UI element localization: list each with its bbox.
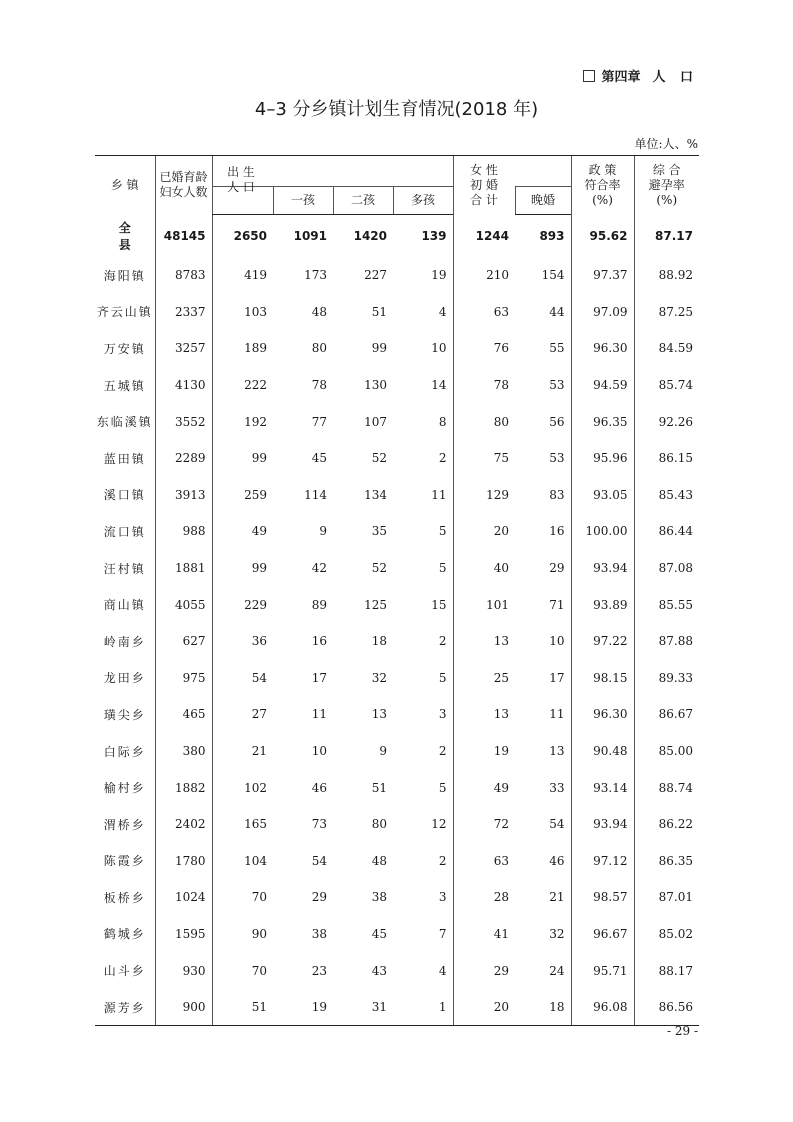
township-name: 板桥乡 xyxy=(103,890,146,905)
table-row xyxy=(95,257,699,294)
table-cell: 5 xyxy=(438,524,447,539)
table-cell: 86.44 xyxy=(634,513,699,550)
table-cell: 227 xyxy=(364,268,387,283)
table-cell: 107 xyxy=(364,414,387,429)
table-cell: 70 xyxy=(212,879,273,916)
table-cell: 55 xyxy=(549,341,565,356)
table-cell: 4 xyxy=(438,963,447,978)
table-cell: 1 xyxy=(393,989,453,1026)
table-cell: 1882 xyxy=(155,769,212,806)
table-cell: 85.74 xyxy=(634,367,699,404)
table-cell: 2289 xyxy=(155,440,212,477)
chapter-header xyxy=(583,66,698,85)
table-cell: 31 xyxy=(333,989,393,1026)
table-row xyxy=(95,623,699,660)
table-cell: 41 xyxy=(453,916,515,953)
table-cell: 54 xyxy=(212,660,273,697)
township-name: 源芳乡 xyxy=(95,989,155,1026)
table-cell: 16 xyxy=(549,524,565,539)
table-cell: 4055 xyxy=(155,586,212,623)
table-cell: 102 xyxy=(212,769,273,806)
township-name: 万安镇 xyxy=(103,341,146,356)
table-row xyxy=(95,403,699,440)
table-cell: 13 xyxy=(549,744,565,759)
table-cell: 13 xyxy=(371,707,387,722)
table-cell: 2337 xyxy=(155,294,212,331)
family-planning-table xyxy=(95,155,699,1026)
table-cell: 51 xyxy=(212,989,273,1026)
table-cell: 930 xyxy=(155,952,212,989)
township-name: 海阳镇 xyxy=(103,268,146,283)
table-cell: 29 xyxy=(453,952,515,989)
table-cell: 96.67 xyxy=(571,916,634,953)
table-cell: 95.71 xyxy=(571,952,634,989)
table-row xyxy=(95,660,699,697)
table-cell: 380 xyxy=(155,733,212,770)
table-cell: 11 xyxy=(431,487,447,502)
table-cell: 13 xyxy=(453,623,515,660)
township-name: 陈霞乡 xyxy=(103,854,146,869)
header-female-first-marriage: 女 性 初 婚 合 计 xyxy=(453,156,515,215)
page-number: - 29 - xyxy=(666,1024,698,1038)
table-cell: 93.89 xyxy=(571,586,634,623)
table-cell: 85.43 xyxy=(634,477,699,514)
table-row xyxy=(95,769,699,806)
table-row xyxy=(95,440,699,477)
table-cell: 33 xyxy=(549,780,565,795)
table-cell: 76 xyxy=(453,330,515,367)
table-cell: 10 xyxy=(549,634,565,649)
table-cell: 85.55 xyxy=(634,586,699,623)
table-cell: 44 xyxy=(549,304,565,319)
township-name: 岭南乡 xyxy=(103,634,146,649)
table-cell: 19 xyxy=(273,989,333,1026)
township-name: 溪口镇 xyxy=(103,488,146,503)
table-row xyxy=(95,952,699,989)
table-cell: 45 xyxy=(311,451,327,466)
table-cell: 43 xyxy=(371,963,387,978)
table-cell: 87.25 xyxy=(634,294,699,331)
table-cell: 9 xyxy=(319,524,327,539)
header-first-child: 一孩 xyxy=(273,187,333,215)
table-cell: 3257 xyxy=(155,330,212,367)
table-cell: 134 xyxy=(364,487,387,502)
table-cell: 49 xyxy=(453,769,515,806)
table-row xyxy=(95,550,699,587)
table-cell: 21 xyxy=(212,733,273,770)
table-cell: 71 xyxy=(549,597,565,612)
table-cell: 129 xyxy=(453,477,515,514)
header-late-marriage: 晚婚 xyxy=(515,187,571,215)
table-cell: 93.94 xyxy=(571,806,634,843)
table-cell: 89.33 xyxy=(634,660,699,697)
table-cell: 99 xyxy=(212,550,273,587)
table-cell: 85.02 xyxy=(634,916,699,953)
unit-label: 单位:人、% xyxy=(634,137,698,151)
table-cell: 5 xyxy=(438,670,447,685)
table-cell: 78 xyxy=(453,367,515,404)
table-cell: 12 xyxy=(431,817,447,832)
table-cell: 192 xyxy=(212,403,273,440)
table-row xyxy=(95,879,699,916)
table-cell: 1091 xyxy=(293,229,327,243)
table-cell: 2 xyxy=(438,634,447,649)
table-cell: 18 xyxy=(515,989,571,1026)
table-cell: 52 xyxy=(371,451,387,466)
table-cell: 95.62 xyxy=(571,215,634,258)
table-cell: 19 xyxy=(453,733,515,770)
table-cell: 15 xyxy=(431,597,447,612)
table-cell: 95.96 xyxy=(571,440,634,477)
table-cell: 900 xyxy=(155,989,212,1026)
header-policy-rate: 政 策 符合率 (%) xyxy=(571,156,634,215)
table-row xyxy=(95,989,699,1026)
table-cell: 86.15 xyxy=(634,440,699,477)
table-cell: 97.22 xyxy=(571,623,634,660)
table-cell: 2 xyxy=(438,451,447,466)
table-cell: 36 xyxy=(212,623,273,660)
table-cell: 99 xyxy=(212,440,273,477)
township-name: 山斗乡 xyxy=(103,964,146,979)
table-cell: 2650 xyxy=(212,215,273,258)
table-cell: 8783 xyxy=(155,257,212,294)
township-name: 鹤城乡 xyxy=(103,927,146,942)
table-cell: 96.30 xyxy=(571,696,634,733)
table-cell: 28 xyxy=(453,879,515,916)
table-cell: 165 xyxy=(212,806,273,843)
township-name: 蓝田镇 xyxy=(103,451,146,466)
table-cell: 88.17 xyxy=(634,952,699,989)
table-cell: 23 xyxy=(311,963,327,978)
total-row xyxy=(95,215,699,258)
table-row xyxy=(95,806,699,843)
table-cell: 173 xyxy=(304,268,327,283)
table-cell: 88.74 xyxy=(634,769,699,806)
table-cell: 8 xyxy=(438,414,447,429)
table-cell: 1881 xyxy=(155,550,212,587)
table-row xyxy=(95,843,699,880)
table-cell: 46 xyxy=(549,853,565,868)
table-cell: 40 xyxy=(453,550,515,587)
table-cell: 85.00 xyxy=(634,733,699,770)
table-cell: 20 xyxy=(453,989,515,1026)
table-row xyxy=(95,696,699,733)
table-cell: 32 xyxy=(549,926,565,941)
table-cell: 80 xyxy=(371,817,387,832)
table-cell: 98.57 xyxy=(571,879,634,916)
table-cell: 51 xyxy=(371,780,387,795)
table-cell: 18 xyxy=(371,634,387,649)
table-cell: 99 xyxy=(371,341,387,356)
township-name: 璜尖乡 xyxy=(103,707,146,722)
table-cell: 87.17 xyxy=(634,215,699,258)
table-cell: 2 xyxy=(438,853,447,868)
table-cell: 1595 xyxy=(155,916,212,953)
table-cell: 10 xyxy=(431,341,447,356)
table-cell: 11 xyxy=(311,707,327,722)
table-cell: 13 xyxy=(453,696,515,733)
table-cell: 86.22 xyxy=(634,806,699,843)
table-cell: 93.05 xyxy=(571,477,634,514)
table-cell: 92.26 xyxy=(634,403,699,440)
table-cell: 3 xyxy=(438,707,447,722)
table-cell: 4 xyxy=(438,304,447,319)
table-cell: 101 xyxy=(453,586,515,623)
table-cell: 210 xyxy=(453,257,515,294)
table-row xyxy=(95,733,699,770)
page-title: 4–3 分乡镇计划生育情况(2018 年) xyxy=(254,99,539,120)
table-cell: 80 xyxy=(453,403,515,440)
table-cell: 114 xyxy=(304,487,327,502)
table-cell: 90 xyxy=(212,916,273,953)
table-cell: 17 xyxy=(311,670,327,685)
table-row xyxy=(95,513,699,550)
table-cell: 7 xyxy=(438,926,447,941)
table-cell: 86.56 xyxy=(634,989,699,1026)
table-cell: 893 xyxy=(539,229,565,243)
table-cell: 42 xyxy=(311,561,327,576)
table-cell: 51 xyxy=(371,304,387,319)
table-cell: 14 xyxy=(431,378,447,393)
township-name: 东临溪镇 xyxy=(96,415,153,430)
table-cell: 35 xyxy=(371,524,387,539)
table-cell: 86.67 xyxy=(634,696,699,733)
table-cell: 96.08 xyxy=(571,989,634,1026)
table-cell: 53 xyxy=(549,451,565,466)
table-cell: 100.00 xyxy=(571,513,634,550)
table-cell: 988 xyxy=(155,513,212,550)
table-cell: 46 xyxy=(311,780,327,795)
township-name: 流口镇 xyxy=(103,524,146,539)
table-cell: 3913 xyxy=(155,477,212,514)
table-cell: 627 xyxy=(155,623,212,660)
table-row xyxy=(95,294,699,331)
township-name: 白际乡 xyxy=(103,744,146,759)
header-second-child: 二孩 xyxy=(333,187,393,215)
table-cell: 229 xyxy=(212,586,273,623)
table-row xyxy=(95,367,699,404)
table-cell: 25 xyxy=(453,660,515,697)
table-cell: 73 xyxy=(311,817,327,832)
header-multi-child: 多孩 xyxy=(393,187,453,215)
table-cell: 103 xyxy=(212,294,273,331)
table-cell: 3552 xyxy=(155,403,212,440)
table-cell: 17 xyxy=(549,670,565,685)
table-cell: 45 xyxy=(371,926,387,941)
table-cell: 75 xyxy=(453,440,515,477)
table-cell: 78 xyxy=(311,378,327,393)
table-cell: 154 xyxy=(541,268,565,283)
township-name: 汪村镇 xyxy=(103,561,146,576)
table-cell: 80 xyxy=(311,341,327,356)
table-cell: 5 xyxy=(438,561,447,576)
table-cell: 77 xyxy=(311,414,327,429)
table-cell: 1780 xyxy=(155,843,212,880)
township-name: 龙田乡 xyxy=(103,671,146,686)
table-cell: 29 xyxy=(549,561,565,576)
table-cell: 53 xyxy=(549,378,565,393)
table-cell: 3 xyxy=(438,890,447,905)
table-cell: 125 xyxy=(364,597,387,612)
chapter-title: 人 口 xyxy=(652,70,698,85)
table-cell: 89 xyxy=(311,597,327,612)
table-cell: 975 xyxy=(155,660,212,697)
table-cell: 104 xyxy=(212,843,273,880)
table-cell: 24 xyxy=(549,963,565,978)
table-cell: 84.59 xyxy=(634,330,699,367)
table-cell: 56 xyxy=(549,414,565,429)
township-name: 齐云山镇 xyxy=(96,305,153,320)
table-cell: 54 xyxy=(311,853,327,868)
table-cell: 93.94 xyxy=(571,550,634,587)
table-cell: 97.12 xyxy=(571,843,634,880)
table-cell: 20 xyxy=(453,513,515,550)
table-cell: 94.59 xyxy=(571,367,634,404)
table-cell: 90.48 xyxy=(571,733,634,770)
table-row xyxy=(95,586,699,623)
table-cell: 96.35 xyxy=(571,403,634,440)
table-cell: 259 xyxy=(212,477,273,514)
table-cell: 21 xyxy=(549,890,565,905)
table-cell: 1024 xyxy=(155,879,212,916)
table-cell: 88.92 xyxy=(634,257,699,294)
table-cell: 48 xyxy=(311,304,327,319)
table-cell: 87.88 xyxy=(634,623,699,660)
table-cell: 1420 xyxy=(353,229,387,243)
table-row xyxy=(95,477,699,514)
header-contraception-rate: 综 合 避孕率 (%) xyxy=(634,156,699,215)
table-cell: 1244 xyxy=(453,215,515,258)
township-name: 全 县 xyxy=(118,220,145,252)
header-married-women: 已婚育龄 妇女人数 xyxy=(155,156,212,215)
table-cell: 11 xyxy=(549,707,565,722)
table-row xyxy=(95,330,699,367)
table-cell: 87.01 xyxy=(634,879,699,916)
table-cell: 9 xyxy=(379,744,387,759)
table-cell: 96.30 xyxy=(571,330,634,367)
township-name: 渭桥乡 xyxy=(103,817,146,832)
table-cell: 70 xyxy=(212,952,273,989)
township-name: 五城镇 xyxy=(103,378,146,393)
table-cell: 38 xyxy=(371,890,387,905)
table-cell: 72 xyxy=(453,806,515,843)
table-cell: 19 xyxy=(431,268,447,283)
table-cell: 465 xyxy=(155,696,212,733)
header-township: 乡 镇 xyxy=(95,156,155,215)
table-body xyxy=(95,215,699,1026)
table-cell: 189 xyxy=(212,330,273,367)
table-cell: 86.35 xyxy=(634,843,699,880)
table-cell: 49 xyxy=(212,513,273,550)
table-row xyxy=(95,916,699,953)
table-cell: 27 xyxy=(212,696,273,733)
township-name: 榆村乡 xyxy=(103,781,146,796)
table-cell: 139 xyxy=(421,229,447,243)
table-cell: 2402 xyxy=(155,806,212,843)
table-cell: 38 xyxy=(311,926,327,941)
table-cell: 97.09 xyxy=(571,294,634,331)
table-cell: 32 xyxy=(371,670,387,685)
table-cell: 48 xyxy=(371,853,387,868)
township-name: 商山镇 xyxy=(103,598,146,613)
header-births-group: 出 生 人 口 xyxy=(212,156,453,187)
table-cell: 10 xyxy=(311,744,327,759)
table-cell: 5 xyxy=(438,780,447,795)
table-cell: 52 xyxy=(371,561,387,576)
table-cell: 48145 xyxy=(155,215,212,258)
table-cell: 97.37 xyxy=(571,257,634,294)
table-cell: 4130 xyxy=(155,367,212,404)
table-cell: 98.15 xyxy=(571,660,634,697)
table-cell: 54 xyxy=(549,817,565,832)
table-cell: 63 xyxy=(453,843,515,880)
table-cell: 130 xyxy=(364,378,387,393)
table-cell: 16 xyxy=(311,634,327,649)
chapter-number: 第四章 xyxy=(601,70,641,85)
table-cell: 29 xyxy=(311,890,327,905)
table-cell: 2 xyxy=(438,744,447,759)
table-cell: 87.08 xyxy=(634,550,699,587)
table-cell: 63 xyxy=(453,294,515,331)
table-cell: 222 xyxy=(212,367,273,404)
header-late-marriage-top xyxy=(515,156,571,187)
table-cell: 93.14 xyxy=(571,769,634,806)
table-cell: 419 xyxy=(212,257,273,294)
table-cell: 83 xyxy=(549,487,565,502)
checkbox-square-icon xyxy=(583,70,595,82)
